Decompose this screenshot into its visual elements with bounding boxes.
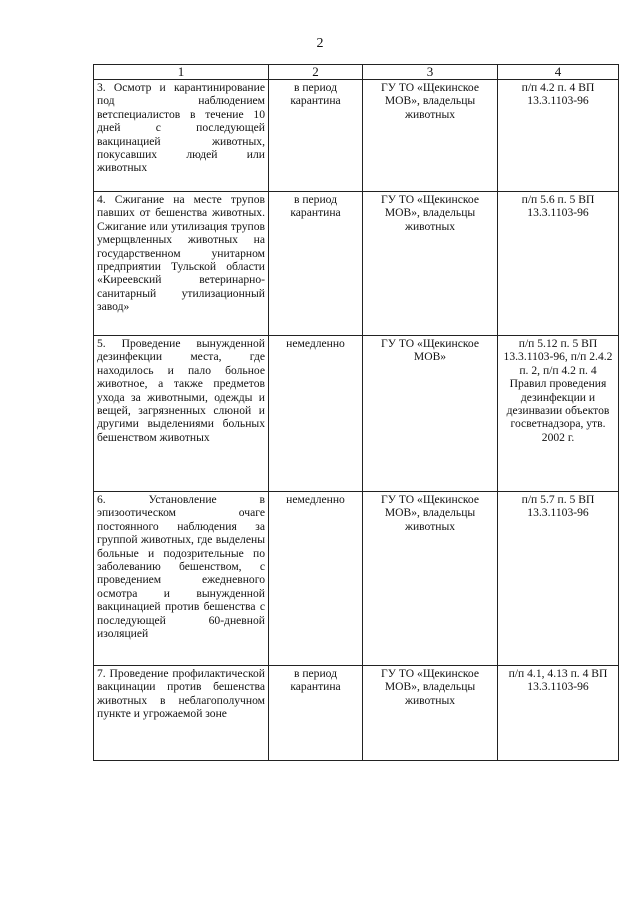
table-row <box>94 192 619 336</box>
table-row <box>94 492 619 666</box>
measure-executor: ГУ ТО «Щекинское МОВ», владельцы животных <box>363 80 498 192</box>
measure-description: 4. Сжигание на месте трупов павших от бешенства животных. Сжигание или утилизация трупов умерщвленных животных на государственном унитарном предприятии Тульской области «Киреевский ветеринарно-санитарный утилизационный завод» <box>94 192 269 336</box>
table-row <box>94 336 619 492</box>
column-number-4: 4 <box>498 65 619 80</box>
measure-executor: ГУ ТО «Щекинское МОВ» <box>363 336 498 492</box>
measure-description: 6. Установление в эпизоотическом очаге постоянного наблюдения за группой животных, где выделены больные и подозрительные по заболеванию бешенством, с проведением ежедневного осмотра и вынужденной вакцинацией против бешенства с последующей 60-дневной изоляцией <box>94 492 269 666</box>
measures-table <box>93 64 619 761</box>
measure-description: 7. Проведение профилактической вакцинации против бешенства животных в неблагополучном пункте и угрожаемой зоне <box>94 666 269 761</box>
page-number: 2 <box>316 36 324 51</box>
column-number-2: 2 <box>269 65 363 80</box>
measure-description: 3. Осмотр и карантинирование под наблюдением ветспециалистов в течение 10 дней с последующей вакцинацией животных, покусавших людей или животных <box>94 80 269 192</box>
measure-basis: п/п 4.1, 4.13 п. 4 ВП 13.3.1103-96 <box>498 666 619 761</box>
table-row <box>94 666 619 761</box>
measure-period: немедленно <box>269 336 363 492</box>
measure-executor: ГУ ТО «Щекинское МОВ», владельцы животных <box>363 492 498 666</box>
measure-period: в период карантина <box>269 666 363 761</box>
column-number-3: 3 <box>363 65 498 80</box>
measure-period: немедленно <box>269 492 363 666</box>
table-row <box>94 80 619 192</box>
measure-basis: п/п 5.6 п. 5 ВП 13.3.1103-96 <box>498 192 619 336</box>
column-number-1: 1 <box>94 65 269 80</box>
measure-description: 5. Проведение вынужденной дезинфекции места, где находилось и пало больное животное, а также предметов ухода за животными, одежды и вещей, загрязненных слюной и другими выделениями больных бешенством животных <box>94 336 269 492</box>
measure-basis: п/п 5.7 п. 5 ВП 13.3.1103-96 <box>498 492 619 666</box>
measure-period: в период карантина <box>269 80 363 192</box>
measure-basis: п/п 5.12 п. 5 ВП 13.3.1103-96, п/п 2.4.2 п. 2, п/п 4.2 п. 4 Правил проведения дезинфекции и дезинвазии объектов госветнадзора, утв. 2002 г. <box>498 336 619 492</box>
table-header-row <box>94 65 619 80</box>
measure-executor: ГУ ТО «Щекинское МОВ», владельцы животных <box>363 666 498 761</box>
measure-period: в период карантина <box>269 192 363 336</box>
measure-executor: ГУ ТО «Щекинское МОВ», владельцы животных <box>363 192 498 336</box>
measure-basis: п/п 4.2 п. 4 ВП 13.3.1103-96 <box>498 80 619 192</box>
